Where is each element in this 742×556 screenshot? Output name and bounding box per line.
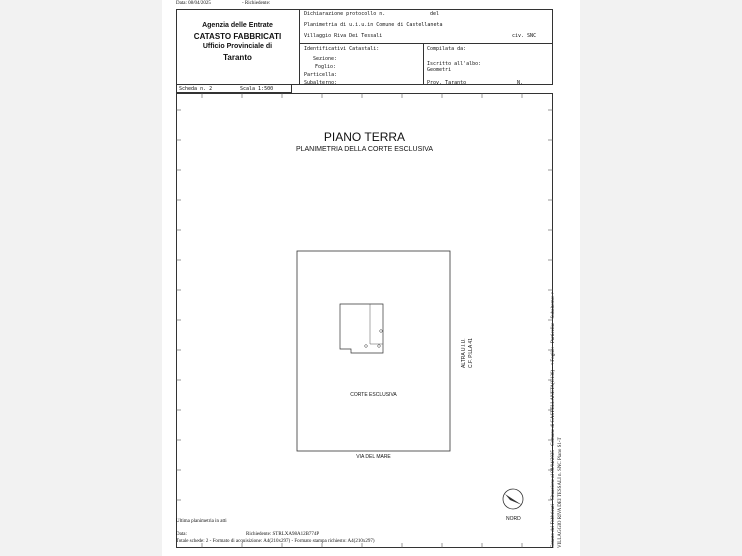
iscritto-label: Iscritto all'albo: [427, 61, 482, 67]
provincia-label: Prov. Taranto [427, 80, 467, 86]
particella-label: Particella: [304, 72, 338, 78]
corte-esclusiva-label: CORTE ESCLUSIVA [350, 392, 397, 398]
subalterno-label: Subalterno: [304, 80, 338, 86]
address-side-text: VILLAGGIO RIVA DEI TESSALI n. SNC Piano S1-T [558, 437, 563, 548]
building-mark-2 [365, 345, 368, 348]
site-plan-drawing [162, 0, 580, 556]
protocol-number: Dichiarazione protocollo n. [304, 11, 386, 17]
foglio-label: Foglio: [315, 64, 337, 70]
address-line: Villaggio Riva Dei Tessali [304, 33, 383, 39]
footer-requester: Richiedente: STRLXA98A12B774P [246, 532, 320, 537]
street-label: VIA DEL MARE [356, 454, 391, 460]
requester-header: - Richiedente: [242, 1, 271, 6]
protocol-date: del [430, 11, 440, 17]
print-date: Data: 08/04/2025 [176, 1, 211, 6]
planimetria-comune: Planimetria di u.i.u.in Comune di Castellaneta [304, 22, 443, 28]
albo-number: N. [517, 80, 524, 86]
catasto-side-text: Catasto dei Fabbricati - Situazione al 08/04/2025 - Comune di CASTELLANETA(C136) - < Foglio: - Particella: - Subalterno: > [551, 291, 556, 548]
plan-subtitle: PLANIMETRIA DELLA CORTE ESCLUSIVA [295, 146, 434, 153]
plan-title: PIANO TERRA [323, 130, 406, 144]
footer-date: Data: [176, 532, 187, 537]
building-mark-3 [378, 345, 381, 348]
ultima-planimetria: Ultima planimetria in atti [176, 519, 227, 524]
cf-plla-label: C.F. P.LLA 41 [468, 338, 474, 368]
ufficio-provinciale: Ufficio Provinciale di [202, 43, 273, 50]
building-footprint [340, 304, 383, 353]
cadastral-document-page [162, 0, 580, 556]
north-arrow-icon [500, 486, 530, 516]
building-inner-wall [370, 304, 383, 344]
scala-label: Scala 1:500 [240, 86, 274, 92]
agency-name: Agenzia delle Entrate [202, 22, 273, 29]
taranto-label: Taranto [223, 53, 252, 62]
civic-number: civ. SNC [512, 33, 537, 39]
corte-esclusiva-boundary [297, 251, 450, 451]
north-label: NORD [506, 516, 521, 522]
sezione-label: Sezione: [313, 56, 338, 62]
footer-totale: Totale schede: 2 - Formato di acquisizione: A4(210x297) - Formato stampa richiesto: A4(210x297) [176, 539, 375, 544]
scheda-number: Scheda n. 2 [179, 86, 213, 92]
altra-uiu-label: ALTRA U.I.U. [461, 338, 467, 368]
catasto-fabbricati: CATASTO FABBRICATI [193, 32, 282, 41]
identificativi-title: Identificativi Catastali: [304, 46, 380, 52]
compilata-label: Compilata da: [427, 46, 467, 52]
building-mark-1 [380, 330, 383, 333]
geometri-label: Geometri [427, 67, 452, 73]
